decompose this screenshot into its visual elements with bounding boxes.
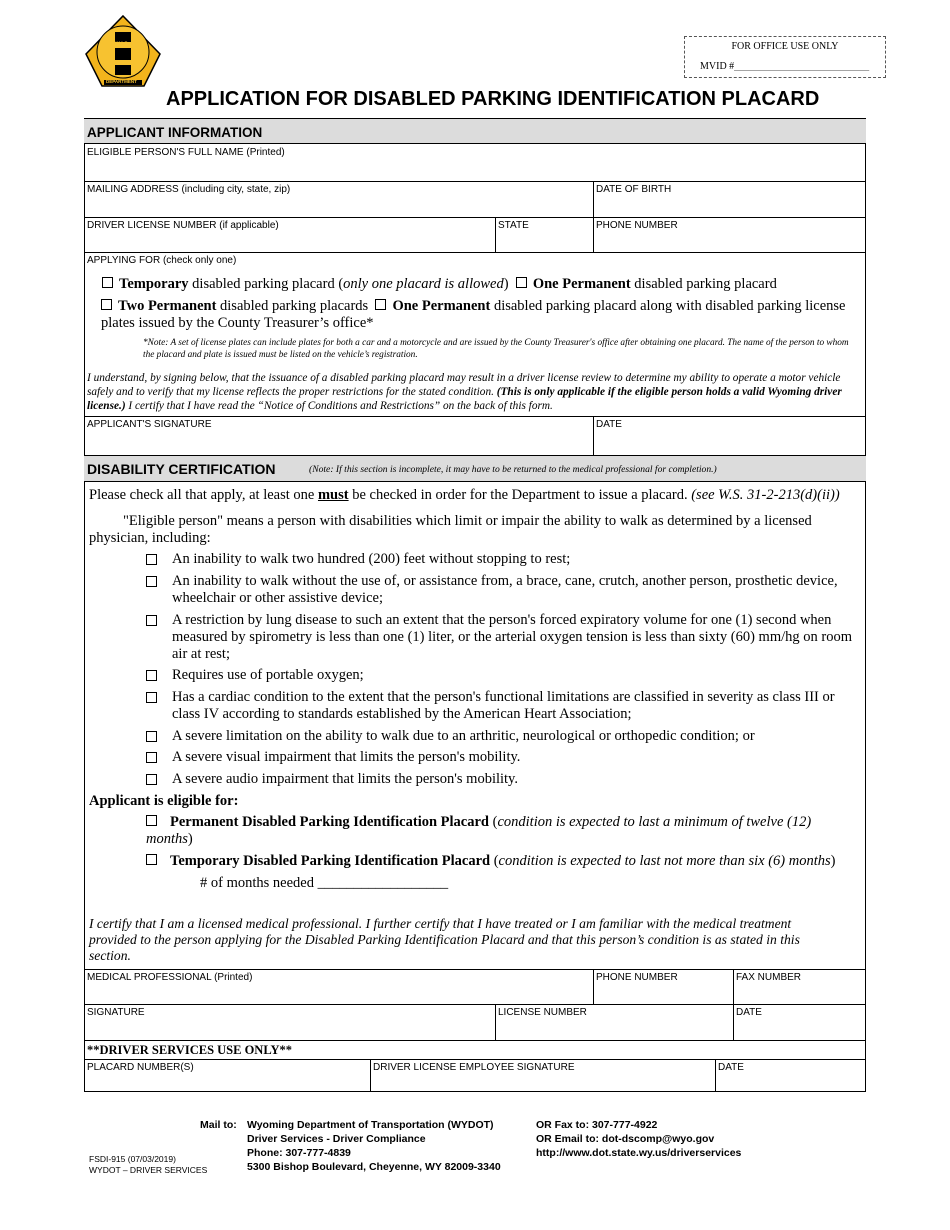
driver-services-date-field[interactable]: [715, 1059, 866, 1092]
footer-address-line: Phone: 307-777-4839: [247, 1147, 351, 1159]
office-use-title: FOR OFFICE USE ONLY: [731, 41, 839, 52]
medical-professional-field[interactable]: [84, 969, 593, 1004]
mailing-address-label: MAILING ADDRESS (including city, state, zip): [87, 184, 291, 195]
criterion-item: [146, 551, 861, 568]
fax-number-field[interactable]: [733, 969, 866, 1004]
opt-one-permanent-plates-bold: One Permanent: [392, 298, 491, 314]
permanent-option-bold: Permanent Disabled Parking Identification Placard: [170, 814, 489, 830]
temporary-checkbox[interactable]: [102, 277, 113, 288]
understand-text-1: I understand, by signing below, that the issuance of a disabled parking placard may result in a driver license review to determine my ability to operate a motor vehicle safely and to verify that my license reflects the proper restrictions for the stated condition.: [87, 372, 841, 398]
criterion-checkbox[interactable]: [146, 615, 157, 626]
footer-email[interactable]: OR Email to: dot-dscomp@wyo.gov: [536, 1133, 715, 1145]
criterion-text: A restriction by lung disease to such an extent that the person's forced expiratory volume for one (1) second when measured by spirometry is less than one (1) liter, or the arterial oxygen tension is less than sixty (60) mm/hg on room air at rest;: [172, 612, 852, 662]
footer-address-line: 5300 Bishop Boulevard, Cheyenne, WY 82009-3340: [247, 1161, 501, 1173]
criterion-text: An inability to walk without the use of, or assistance from, a brace, cane, crutch, another person, prosthetic device, wheelchair or other assistive device;: [172, 573, 838, 606]
page-title: APPLICATION FOR DISABLED PARKING IDENTIFICATION PLACARD: [166, 88, 820, 110]
footer-url[interactable]: http://www.dot.state.wy.us/driverservices: [536, 1147, 742, 1159]
medical-certify-statement: I certify that I am a licensed medical professional. I further certify that I have treated or I am familiar with the medical treatment provided to the person applying for the Disabled Parking Identification Placard and that this person’s condition is as stated in this section.: [89, 916, 800, 963]
criterion-text: Has a cardiac condition to the extent that the person's functional limitations are classified in severity as class III or class IV according to standards established by the American Heart Association;: [172, 689, 835, 722]
driver-license-label: DRIVER LICENSE NUMBER (if applicable): [87, 220, 279, 231]
phone-field[interactable]: [593, 217, 866, 252]
months-needed-label: # of months needed: [200, 875, 314, 891]
applying-for-label: APPLYING FOR (check only one): [87, 255, 237, 266]
certification-section-title: DISABILITY CERTIFICATION: [87, 461, 276, 477]
criterion-item: [146, 689, 861, 723]
criterion-checkbox[interactable]: [146, 774, 157, 785]
opt-temporary-close: ): [503, 276, 509, 292]
applicant-section-title: APPLICANT INFORMATION: [87, 125, 263, 140]
months-needed-field[interactable]: __________________: [317, 875, 449, 891]
medical-signature-field[interactable]: [84, 1004, 495, 1040]
license-number-label: LICENSE NUMBER: [498, 1007, 587, 1018]
eligible-definition: "Eligible person" means a person with disabilities which limit or impair the ability to walk as determined by a licensed physician, including:: [89, 513, 812, 546]
criterion-checkbox[interactable]: [146, 731, 157, 742]
driver-services-title: **DRIVER SERVICES USE ONLY**: [87, 1043, 293, 1057]
eligible-for-title: Applicant is eligible for:: [89, 793, 239, 809]
mvid-field[interactable]: ___________________________: [734, 61, 870, 72]
footer-department: WYDOT – DRIVER SERVICES: [89, 1165, 208, 1175]
footer-address-line: Wyoming Department of Transportation (WYDOT): [247, 1119, 494, 1131]
opt-one-permanent-text: disabled parking placard: [630, 276, 777, 292]
criterion-checkbox[interactable]: [146, 576, 157, 587]
criterion-checkbox[interactable]: [146, 554, 157, 565]
criterion-item: [146, 749, 861, 766]
footer-fax: OR Fax to: 307-777-4922: [536, 1119, 658, 1131]
full-name-label: ELIGIBLE PERSON'S FULL NAME (Printed): [87, 147, 285, 158]
criterion-checkbox[interactable]: [146, 670, 157, 681]
understand-text-2: I certify that I have read the “Notice of Conditions and Restrictions” on the back of this form.: [125, 400, 553, 412]
criterion-item: [146, 728, 861, 745]
instr-text-1: Please check all that apply, at least one: [89, 487, 318, 503]
certification-section-header: [84, 455, 866, 482]
temporary-option-bold: Temporary Disabled Parking Identification Placard: [170, 853, 491, 869]
instr-must: must: [317, 487, 349, 503]
criterion-text: A severe limitation on the ability to walk due to an arthritic, neurological or orthopedic condition; or: [172, 728, 755, 744]
certification-section-note: (Note: If this section is incomplete, it may have to be returned to the medical professional for completion.): [309, 464, 717, 475]
opt-temporary-bold: Temporary: [119, 276, 189, 292]
criterion-text: Requires use of portable oxygen;: [172, 667, 364, 683]
criterion-text: A severe visual impairment that limits the person's mobility.: [172, 749, 521, 765]
logo-text: WYO DOT: [112, 42, 148, 48]
opt-temporary-text: disabled parking placard (: [188, 276, 344, 292]
temporary-placard-checkbox[interactable]: [146, 854, 157, 865]
temporary-option: Temporary Disabled Parking Identification Placard (condition is expected to last not more than six (6) months): [146, 853, 861, 870]
driver-license-field[interactable]: [84, 217, 495, 252]
permanent-placard-checkbox[interactable]: [146, 815, 157, 826]
office-use-box: [684, 36, 886, 78]
mailing-address-block: [247, 1118, 501, 1174]
plates-note: *Note: A set of license plates can include plates for both a car and a motorcycle and are issued by the County Treasurer's office after obtaining one placard. The name of the person to whom the placard and plate is issued must be listed on the vehicle’s registration.: [143, 338, 849, 360]
criterion-checkbox[interactable]: [146, 692, 157, 703]
wydot-logo: [84, 14, 162, 88]
placard-number-field[interactable]: [84, 1059, 370, 1092]
driver-services-date-label: DATE: [718, 1062, 744, 1073]
understand-statement: [87, 371, 859, 413]
applicant-signature-label: APPLICANT'S SIGNATURE: [87, 419, 212, 430]
opt-temporary-note: only one placard is allowed: [343, 276, 504, 292]
phone-label: PHONE NUMBER: [596, 220, 678, 231]
applicant-date-label: DATE: [596, 419, 622, 430]
criterion-item: [146, 771, 861, 788]
medical-phone-field[interactable]: [593, 969, 733, 1004]
mail-to-label: Mail to:: [200, 1119, 237, 1131]
state-field[interactable]: [495, 217, 593, 252]
employee-signature-label: DRIVER LICENSE EMPLOYEE SIGNATURE: [373, 1062, 575, 1073]
mailing-address-field[interactable]: [84, 181, 593, 217]
temporary-option-note: condition is expected to last not more than six (6) months: [498, 853, 831, 869]
instr-reference: (see W.S. 31-2-213(d)(ii)): [691, 487, 840, 503]
instr-text-2: be checked in order for the Department to issue a placard.: [348, 487, 692, 503]
certification-instructions: [89, 487, 864, 504]
license-number-field[interactable]: [495, 1004, 733, 1040]
one-permanent-plates-checkbox[interactable]: [375, 299, 386, 310]
medical-signature-label: SIGNATURE: [87, 1007, 145, 1018]
placard-number-label: PLACARD NUMBER(S): [87, 1062, 194, 1073]
applicant-section-header: [84, 118, 866, 144]
employee-signature-field[interactable]: [370, 1059, 715, 1092]
criterion-text: An inability to walk two hundred (200) feet without stopping to rest;: [172, 551, 571, 567]
opt-one-permanent-bold: One Permanent: [532, 276, 631, 292]
permanent-option-note: condition is expected to last a minimum of twelve (12) months: [146, 814, 812, 847]
opt-one-permanent-plates-text: disabled parking placard along with disabled parking license plates issued by the County Treasurer’s office*: [101, 298, 846, 331]
criterion-item: [146, 573, 861, 607]
footer-address-line: Driver Services - Driver Compliance: [247, 1133, 426, 1145]
mvid-label: MVID #: [700, 61, 735, 72]
criterion-item: [146, 612, 861, 663]
date-of-birth-label: DATE OF BIRTH: [596, 184, 672, 195]
two-permanent-checkbox[interactable]: [101, 299, 112, 310]
contact-block: [536, 1118, 741, 1160]
medical-date-label: DATE: [736, 1007, 762, 1018]
form-id: FSDI-915 (07/03/2019): [89, 1154, 176, 1164]
medical-phone-label: PHONE NUMBER: [596, 972, 678, 983]
date-of-birth-field[interactable]: [593, 181, 866, 217]
applicant-date-field[interactable]: [593, 416, 866, 455]
criterion-checkbox[interactable]: [146, 752, 157, 763]
medical-professional-label: MEDICAL PROFESSIONAL (Printed): [87, 972, 253, 983]
criterion-text: A severe audio impairment that limits the person's mobility.: [172, 771, 518, 787]
logo-label: DEPARTMENT: [106, 79, 137, 84]
medical-date-field[interactable]: [733, 1004, 866, 1040]
full-name-field[interactable]: [84, 144, 866, 181]
criterion-item: [146, 667, 861, 684]
understand-text-bold: (This is only applicable if the eligible person holds a valid Wyoming driver license.): [87, 386, 842, 412]
state-label: STATE: [498, 220, 529, 231]
permanent-option: Permanent Disabled Parking Identification Placard (condition is expected to last a minimum of twelve (12) months): [146, 814, 812, 847]
one-permanent-checkbox[interactable]: [516, 277, 527, 288]
applicant-signature-field[interactable]: [84, 416, 593, 455]
opt-two-permanent-bold: Two Permanent: [118, 298, 217, 314]
opt-two-permanent-text: disabled parking placards: [216, 298, 369, 314]
fax-number-label: FAX NUMBER: [736, 972, 802, 983]
